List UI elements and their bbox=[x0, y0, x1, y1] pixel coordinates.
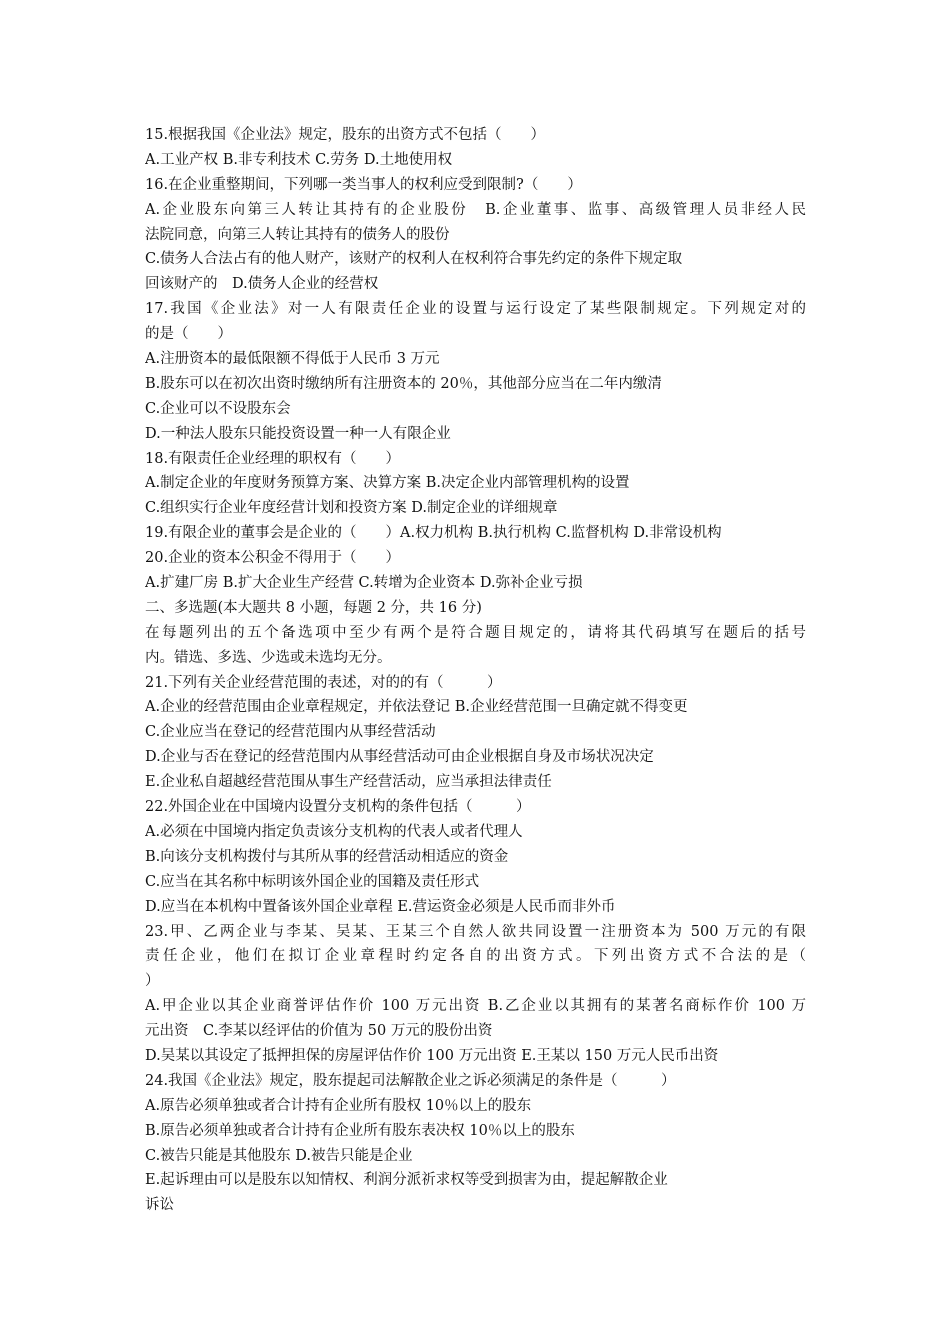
text-line: A.必须在中国境内指定负责该分支机构的代表人或者代理人 bbox=[145, 823, 523, 840]
text-line: 16.在企业重整期间，下列哪一类当事人的权利应受到限制?（ ） bbox=[145, 176, 582, 193]
text-line: 诉讼 bbox=[145, 1197, 174, 1214]
text-line: A.扩建厂房 B.扩大企业生产经营 C.转增为企业资本 D.弥补企业亏损 bbox=[145, 575, 583, 592]
text-line: 责任企业，他们在拟订企业章程时约定各自的出资方式。下列出资方式不合法的是（ bbox=[145, 948, 806, 965]
text-line: 15.根据我国《企业法》规定，股东的出资方式不包括（ ） bbox=[145, 127, 546, 143]
text-line: A.企业的经营范围由企业章程规定，并依法登记 B.企业经营范围一旦确定就不得变更 bbox=[145, 699, 688, 716]
text-line: A.原告必须单独或者合计持有企业所有股权 10％以上的股东 bbox=[145, 1097, 532, 1114]
text-line: A.制定企业的年度财务预算方案、决算方案 B.决定企业内部管理机构的设置 bbox=[145, 475, 630, 492]
text-line: D.企业与否在登记的经营范围内从事经营活动可由企业根据自身及市场状况决定 bbox=[145, 749, 654, 766]
text-line: 17.我国《企业法》对一人有限责任企业的设置与运行设定了某些限制规定。下列规定对的 bbox=[145, 301, 806, 318]
text-line: 18.有限责任企业经理的职权有（ ） bbox=[145, 450, 401, 467]
text-line: A.注册资本的最低限额不得低于人民币 3 万元 bbox=[145, 351, 440, 368]
text-line: 在每题列出的五个备选项中至少有两个是符合题目规定的，请将其代码填写在题后的括号 bbox=[145, 624, 806, 641]
text-line: B.股东可以在初次出资时缴纳所有注册资本的 20％，其他部分应当在二年内缴清 bbox=[145, 375, 662, 392]
text-line: D.吴某以其设定了抵押担保的房屋评估作价 100 万元出资 E.王某以 150 万元人民币出资 bbox=[145, 1047, 719, 1064]
text-line: 21.下列有关企业经营范围的表述，对的的有（ ） bbox=[145, 674, 502, 691]
text-line: C.企业应当在登记的经营范围内从事经营活动 bbox=[145, 724, 436, 741]
text-line: D.一种法人股东只能投资设置一种一人有限企业 bbox=[145, 425, 451, 442]
text-line: C.债务人合法占有的他人财产，该财产的权利人在权利符合事先约定的条件下规定取 bbox=[145, 251, 683, 268]
text-line: 元出资 C.李某以经评估的价值为 50 万元的股份出资 bbox=[145, 1023, 493, 1040]
section-heading: 二、多选题(本大题共 8 小题，每题 2 分，共 16 分) bbox=[145, 599, 482, 616]
text-line: A.企业股东向第三人转让其持有的企业股份 B.企业董事、监事、高级管理人员非经人民 bbox=[145, 201, 806, 218]
text-line: B.向该分支机构拨付与其所从事的经营活动相适应的资金 bbox=[145, 848, 509, 865]
text-line: 回该财产的 D.债务人企业的经营权 bbox=[145, 276, 379, 293]
text-line: 24.我国《企业法》规定，股东提起司法解散企业之诉必须满足的条件是（ ） bbox=[145, 1072, 676, 1089]
text-line: E.企业私自超越经营范围从事生产经营活动，应当承担法律责任 bbox=[145, 774, 552, 791]
text-line: E.起诉理由可以是股东以知情权、利润分派祈求权等受到损害为由，提起解散企业 bbox=[145, 1172, 668, 1189]
text-line: D.应当在本机构中置备该外国企业章程 E.营运资金必须是人民币而非外币 bbox=[145, 898, 616, 915]
text-line: 20.企业的资本公积金不得用于（ ） bbox=[145, 550, 401, 567]
text-line: ） bbox=[145, 973, 160, 990]
document-page bbox=[145, 123, 806, 1218]
text-line: 22.外国企业在中国境内设置分支机构的条件包括（ ） bbox=[145, 799, 531, 816]
text-line: C.应当在其名称中标明该外国企业的国籍及责任形式 bbox=[145, 873, 480, 890]
text-line: C.被告只能是其他股东 D.被告只能是企业 bbox=[145, 1147, 413, 1164]
text-line: C.企业可以不设股东会 bbox=[145, 400, 291, 417]
text-line: A.工业产权 B.非专利技术 C.劳务 D.土地使用权 bbox=[145, 151, 453, 168]
text-line: 内。错选、多选、少选或未选均无分。 bbox=[145, 649, 392, 666]
text-line: A.甲企业以其企业商誉评估作价 100 万元出资 B.乙企业以其拥有的某著名商标作价 100 万 bbox=[145, 998, 806, 1015]
text-line: 的是（ ） bbox=[145, 326, 232, 343]
text-line: 23.甲、乙两企业与李某、吴某、王某三个自然人欲共同设置一注册资本为 500 万元的有限 bbox=[145, 923, 806, 940]
text-line: B.原告必须单独或者合计持有企业所有股东表决权 10％以上的股东 bbox=[145, 1122, 575, 1139]
text-line: C.组织实行企业年度经营计划和投资方案 D.制定企业的详细规章 bbox=[145, 500, 558, 517]
text-line: 19.有限企业的董事会是企业的（ ）A.权力机构 B.执行机构 C.监督机构 D.非常设机构 bbox=[145, 525, 722, 542]
text-line: 法院同意，向第三人转让其持有的债务人的股份 bbox=[145, 226, 450, 243]
